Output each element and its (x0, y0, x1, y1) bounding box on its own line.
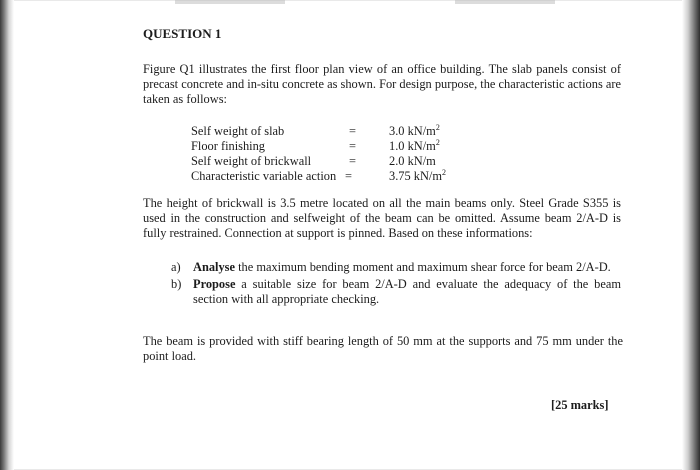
task-marker: b) (171, 277, 182, 291)
task-marker: a) (171, 260, 181, 274)
page-shadow-left (0, 0, 14, 470)
intro-paragraph: Figure Q1 illustrates the first floor plan view of an office building. The slab panels consist of precast concrete and in-situ concrete as shown. For design purpose, the characteristic actions are taken as follows: (143, 62, 621, 106)
action-equals: = (349, 139, 356, 153)
action-label: Self weight of brickwall (191, 154, 312, 168)
action-value: 2.0 kN/m (389, 154, 436, 168)
task-item (171, 260, 621, 275)
actions-table (191, 124, 511, 184)
action-value: 1.0 $kN/m^2$ (389, 137, 440, 153)
action-equals: = (345, 169, 352, 183)
action-row (191, 154, 511, 169)
cropped-header-text (455, 0, 555, 4)
task-verb: Propose (193, 277, 236, 291)
page-shadow-right (682, 0, 700, 470)
task-text: the maximum bending moment and maximum shear force for beam 2/A-D. (238, 260, 611, 274)
action-value: 3.0 $kN/m^2$ (389, 122, 440, 138)
action-equals: = (349, 154, 356, 168)
action-equals: = (349, 124, 356, 138)
task-list (171, 260, 621, 309)
task-item (171, 277, 621, 307)
action-value: 3.75 $kN/m^2$ (389, 167, 447, 183)
action-label: Characteristic variable action (191, 169, 337, 183)
question-heading: QUESTION 1 (143, 26, 222, 41)
action-row (191, 169, 511, 184)
marks-label: [25 marks] (551, 398, 609, 412)
task-text: a suitable size for beam 2/A-D and evaluate the adequacy of the beam section with all appropriate checking. (193, 277, 621, 306)
cropped-header-text (175, 0, 285, 4)
action-row (191, 139, 511, 154)
action-row (191, 124, 511, 139)
action-label: Floor finishing (191, 139, 266, 153)
details-paragraph: The height of brickwall is 3.5 metre located on all the main beams only. Steel Grade S355 is used in the construction and selfweight of the beam can be omitted. Assume beam 2/A-D is fully restrained. Connection at support is pinned. Based on these informations: (143, 196, 621, 240)
action-label: Self weight of slab (191, 124, 285, 138)
bearing-note: The beam is provided with stiff bearing length of 50 mm at the supports and 75 mm under the point load. (143, 334, 623, 363)
task-verb: Analyse (193, 260, 235, 274)
